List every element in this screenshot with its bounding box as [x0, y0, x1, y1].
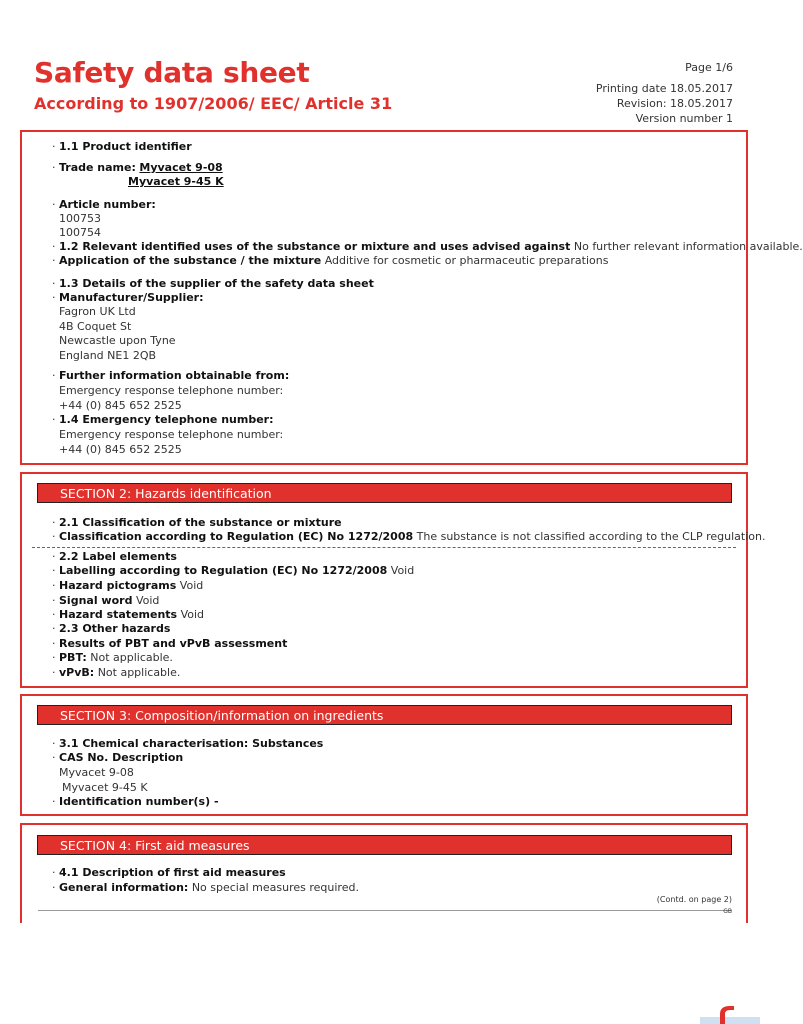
- section-divider: [32, 547, 736, 548]
- section-3-box: [20, 694, 748, 816]
- product-identifier-line: · 1.1 Product identifier: [52, 140, 192, 153]
- page-number: Page 1/6: [685, 61, 733, 74]
- signal-word-line: · Signal word Void: [52, 594, 160, 607]
- section-3-header: SECTION 3: Composition/information on ingredients: [37, 705, 732, 725]
- labelling-line: · Labelling according to Regulation (EC) No 1272/2008 Void: [52, 564, 415, 577]
- application-line: · Application of the substance / the mixture Additive for cosmetic or pharmaceutic preparations: [52, 254, 609, 267]
- label-elements-line: · 2.2 Label elements: [52, 550, 177, 563]
- fagron-logo-icon: [700, 1000, 760, 1024]
- identification-line: · Identification number(s) -: [52, 795, 219, 808]
- emergency-1: Emergency response telephone number:: [59, 428, 284, 441]
- address-line-1: Fagron UK Ltd: [59, 305, 136, 318]
- cas-item-2: Myvacet 9-45 K: [62, 781, 148, 794]
- address-line-4: England NE1 2QB: [59, 349, 157, 362]
- section-2-box: [20, 472, 766, 688]
- emergency-label: · 1.4 Emergency telephone number:: [52, 413, 274, 426]
- other-hazards-line: · 2.3 Other hazards: [52, 622, 171, 635]
- country-code: GB: [723, 908, 732, 915]
- further-info-label: · Further information obtainable from:: [52, 369, 290, 382]
- article-number-label: · Article number:: [52, 198, 156, 211]
- relevant-uses-line: · 1.2 Relevant identified uses of the substance or mixture and uses advised against No further relevant information available.: [52, 240, 803, 253]
- address-line-3: Newcastle upon Tyne: [59, 334, 176, 347]
- further-info-1: Emergency response telephone number:: [59, 384, 284, 397]
- trade-name-1: Myvacet 9-08: [139, 161, 223, 174]
- further-info-2: +44 (0) 845 652 2525: [59, 399, 182, 412]
- pictograms-line: · Hazard pictograms Void: [52, 579, 204, 592]
- continued-note: (Contd. on page 2): [656, 895, 732, 904]
- document-title: Safety data sheet: [34, 56, 310, 89]
- pbt-results-line: · Results of PBT and vPvB assessment: [52, 637, 288, 650]
- hazard-statements-line: · Hazard statements Void: [52, 608, 205, 621]
- first-aid-description-line: · 4.1 Description of first aid measures: [52, 866, 286, 879]
- cas-item-1: Myvacet 9-08: [59, 766, 134, 779]
- emergency-2: +44 (0) 845 652 2525: [59, 443, 182, 456]
- trade-name-line: · Trade name: Myvacet 9-08: [52, 161, 223, 174]
- document-meta: [596, 81, 733, 126]
- printing-date: Printing date 18.05.2017: [595, 82, 733, 95]
- supplier-heading: · 1.3 Details of the supplier of the safety data sheet: [52, 277, 374, 290]
- section-1-box: [20, 130, 803, 465]
- section-4-box: [20, 823, 748, 923]
- revision-date: Revision: 18.05.2017: [616, 97, 733, 110]
- pbt-line: · PBT: Not applicable.: [52, 651, 173, 664]
- cas-label-line: · CAS No. Description: [52, 751, 184, 764]
- section-4-header: SECTION 4: First aid measures: [37, 835, 732, 855]
- general-info-line: · General information: No special measures required.: [52, 881, 359, 894]
- trade-name-2-line: [128, 175, 224, 189]
- article-number-2: 100754: [59, 226, 101, 239]
- classification-line: · 2.1 Classification of the substance or mixture: [52, 516, 342, 529]
- address-line-2: 4B Coquet St: [59, 320, 132, 333]
- vpvb-line: · vPvB: Not applicable.: [52, 666, 181, 679]
- section-2-header: SECTION 2: Hazards identification: [37, 483, 732, 503]
- version-number: Version number 1: [635, 112, 733, 125]
- characterisation-line: · 3.1 Chemical characterisation: Substances: [52, 737, 324, 750]
- document-subtitle: According to 1907/2006/ EEC/ Article 31: [34, 94, 393, 113]
- trade-name-2: Myvacet 9-45 K: [128, 175, 224, 188]
- manufacturer-label: · Manufacturer/Supplier:: [52, 291, 204, 304]
- article-number-1: 100753: [59, 212, 101, 225]
- footer-divider: [38, 910, 732, 911]
- clp-line: · Classification according to Regulation (EC) No 1272/2008 The substance is not classified according to the CLP regulation.: [52, 530, 766, 543]
